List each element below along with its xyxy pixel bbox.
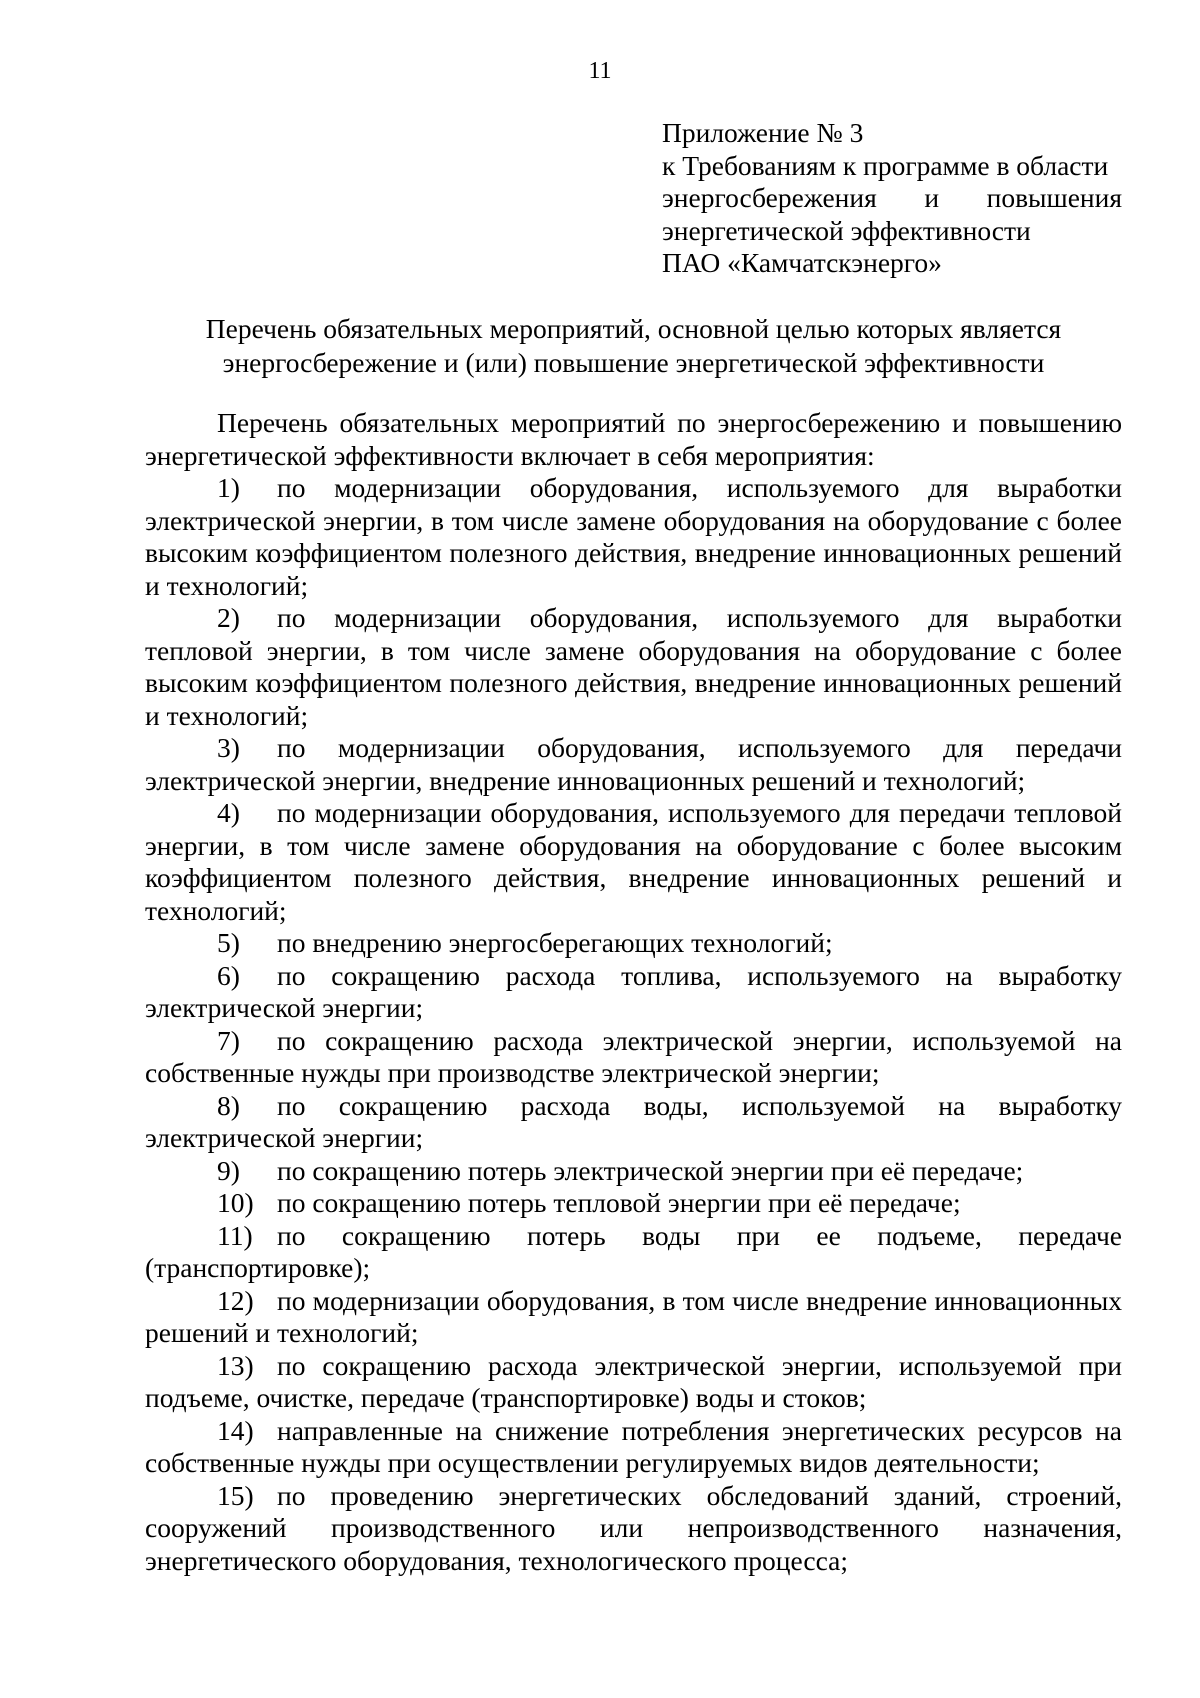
list-item [145, 1155, 1122, 1188]
list-item-text: по модернизации оборудования, в том числе внедрение инновационных решений и технологий; [145, 1284, 1122, 1348]
list-item-number: 7) [217, 1024, 240, 1056]
list-item-number: 14) [217, 1414, 254, 1446]
document-body [145, 407, 1122, 1577]
list-item [145, 1220, 1122, 1285]
list-item-text: по модернизации оборудования, используемого для выработки тепловой энергии, в том числе замене оборудования на оборудование с более высоким коэффициентом полезного действия, внедрение инновационных решений и технологий; [145, 602, 1122, 731]
list-item-text: направленные на снижение потребления энергетических ресурсов на собственные нужды при осуществлении регулируемых видов деятельности; [145, 1414, 1122, 1478]
list-item-text: по сокращению расхода воды, используемой на выработку электрической энергии; [145, 1089, 1122, 1153]
list-item-text: по сокращению потерь электрической энергии при её передаче; [277, 1154, 1024, 1186]
list-item [145, 960, 1122, 1025]
title-line: энергосбережение и (или) повышение энергетической эффективности [222, 347, 1045, 378]
list-item [145, 1285, 1122, 1350]
list-item-number: 12) [217, 1284, 254, 1316]
list-item-number: 4) [217, 797, 240, 828]
list-item-number: 9) [217, 1154, 240, 1186]
list-item-number: 6) [217, 959, 240, 991]
list-item-text: по сокращению расхода топлива, используемого на выработку электрической энергии; [145, 959, 1122, 1023]
list-item-number: 15) [217, 1479, 254, 1511]
list-item-text: по проведению энергетических обследований зданий, строений, сооружений производственного или непроизводственного назначения, энергетического оборудования, технологического процесса; [145, 1479, 1122, 1576]
list-item-number: 2) [217, 602, 240, 633]
list-item [145, 472, 1122, 602]
list-item [145, 1480, 1122, 1578]
annex-line: ПАО «Камчатскэнерго» [662, 247, 942, 278]
list-item-text: по сокращению расхода электрической энергии, используемой на собственные нужды при производстве электрической энергии; [145, 1024, 1122, 1088]
list-item [145, 732, 1122, 797]
title-line: Перечень обязательных мероприятий, основной целью которых является [205, 313, 1062, 344]
list-item-text: по сокращению потерь воды при ее подъеме, передаче (транспортировке); [145, 1219, 1122, 1283]
list-item [145, 1025, 1122, 1090]
annex-line: энергетической эффективности [662, 214, 1031, 246]
list-item-text: по внедрению энергосберегающих технологий; [277, 927, 833, 958]
list-item-number: 10) [217, 1187, 254, 1218]
annex-line: к Требованиям к программе в области [662, 149, 1109, 181]
list-item [145, 797, 1122, 927]
list-item-number: 1) [217, 472, 240, 503]
intro-paragraph: Перечень обязательных мероприятий по энергосбережению и повышению энергетической эффективности включает в себя мероприятия: [145, 407, 1122, 471]
list-item [145, 602, 1122, 732]
list-item-text: по сокращению потерь тепловой энергии при её передаче; [277, 1187, 961, 1218]
annex-header [662, 117, 1122, 280]
document-title [145, 312, 1122, 380]
list-item-number: 13) [217, 1349, 254, 1381]
list-item-text: по модернизации оборудования, используемого для передачи тепловой энергии, в том числе замене оборудования на оборудование с более высоким коэффициентом полезного действия, внедрение инновационных решений и технологий; [145, 797, 1122, 926]
list-item [145, 1415, 1122, 1480]
list-item-number: 5) [217, 927, 240, 958]
list-item [145, 1090, 1122, 1155]
list-item-text: по модернизации оборудования, используемого для выработки электрической энергии, в том числе замене оборудования на оборудование с более высоким коэффициентом полезного действия, внедрение инновационных решений и технологий; [145, 472, 1122, 601]
list-item-number: 3) [217, 732, 240, 763]
list-item-number: 11) [217, 1219, 253, 1251]
list-item [145, 1187, 1122, 1220]
list-item-text: по сокращению расхода электрической энергии, используемой при подъеме, очистке, передаче (транспортировке) воды и стоков; [145, 1349, 1122, 1413]
annex-line: энергосбережения и повышения [662, 182, 1122, 213]
annex-line: Приложение № 3 [662, 117, 864, 148]
list-item-text: по модернизации оборудования, используемого для передачи электрической энергии, внедрение инновационных решений и технологий; [145, 732, 1122, 796]
list-item-number: 8) [217, 1089, 240, 1121]
list-item [145, 927, 1122, 960]
page-number: 11 [588, 58, 612, 84]
list-item [145, 1350, 1122, 1415]
